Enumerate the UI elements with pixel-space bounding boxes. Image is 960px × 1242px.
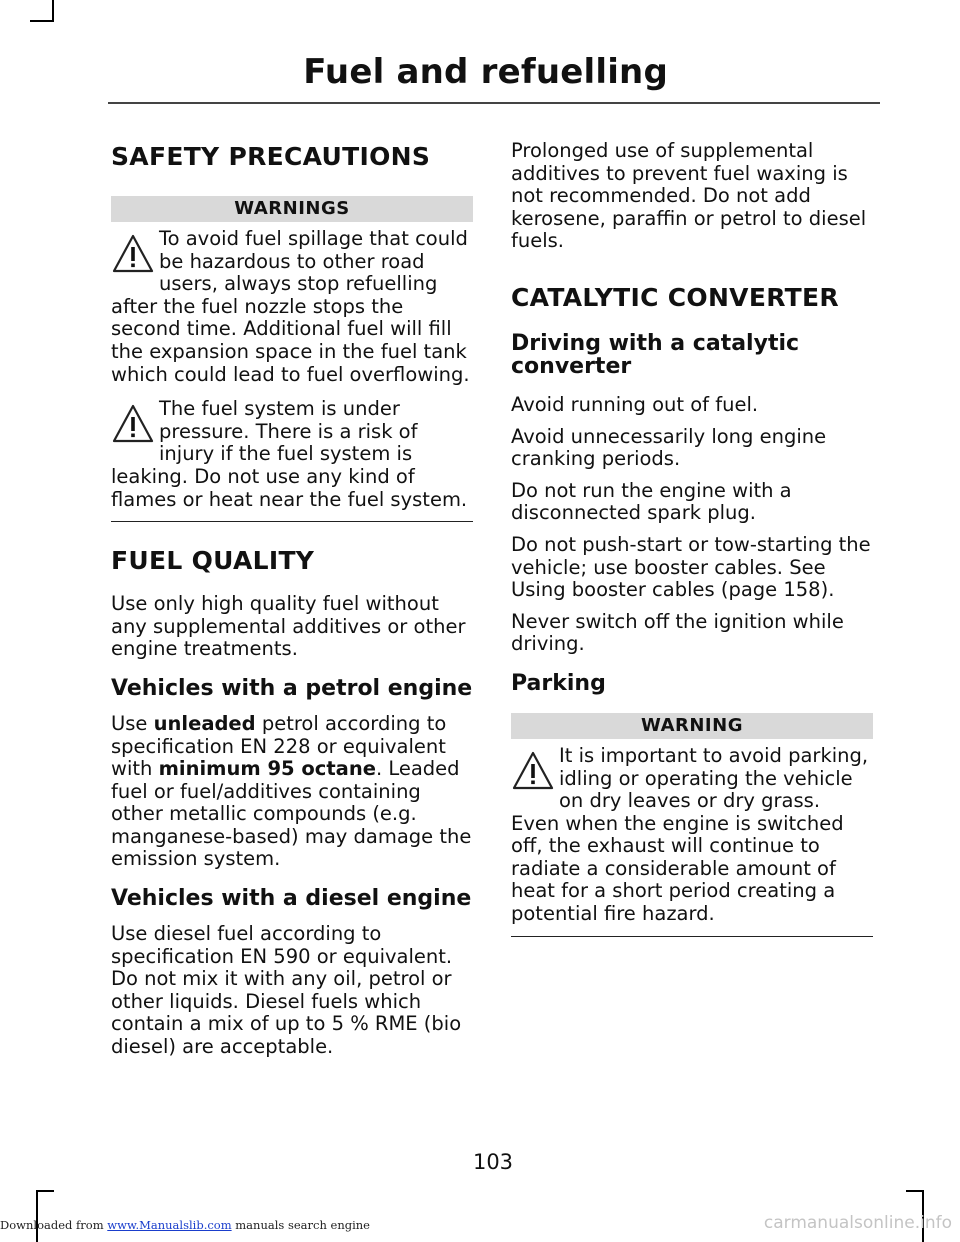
diesel-text: Use diesel fuel according to specification EN 590 or equivalent. Do not mix it with any oil, petrol or other liquids. Diesel fuels which contain a mix of up to 5 % RME (bio diesel) are acceptable. bbox=[111, 922, 462, 1059]
header-divider bbox=[108, 102, 880, 104]
watermark: carmanualsonline.info bbox=[763, 1213, 952, 1233]
fuel-quality-heading: FUEL QUALITY bbox=[111, 546, 315, 576]
page-title: Fuel and refuelling bbox=[303, 52, 668, 92]
manualslib-link[interactable]: www.Manualslib.com bbox=[107, 1218, 232, 1232]
catalytic-item: Avoid running out of fuel. bbox=[511, 392, 759, 416]
warning-text-pressure: The fuel system is under pressure. There is a risk of injury if the fuel system is leaking. Do not use any kind of flames or heat near the fuel system. bbox=[111, 397, 468, 511]
download-footer bbox=[0, 1218, 370, 1232]
unleaded-emphasis: unleaded bbox=[153, 711, 256, 735]
footer-prefix: Downloaded from bbox=[0, 1218, 108, 1232]
warning-text-parking: It is important to avoid parking, idling or operating the vehicle on dry leaves or dry grass. Even when the engine is switched off, the exhaust will continue to radiate a considerable amount of heat for a short period creating a potential fire hazard. bbox=[511, 743, 869, 926]
warning-triangle-icon bbox=[511, 749, 555, 793]
footer-suffix: manuals search engine bbox=[231, 1218, 370, 1232]
petrol-text-part: Use bbox=[111, 711, 154, 735]
catalytic-item: Do not push-start or tow-starting the vehicle; use booster cables. See Using booster cables (page 158). bbox=[511, 532, 871, 602]
warning-text-spillage: To avoid fuel spillage that could be hazardous to other road users, always stop refuelling after the fuel nozzle stops the second time. Additional fuel will fill the expansion space in the fuel tank which could lead to fuel overflowing. bbox=[111, 227, 470, 386]
crop-mark bbox=[36, 1190, 54, 1192]
petrol-text-part: petrol according to specification EN 228 or equivalent with bbox=[111, 711, 447, 781]
driving-catalytic-heading: Driving with a catalytic converter bbox=[511, 330, 800, 379]
warning-triangle-icon bbox=[111, 402, 155, 446]
crop-mark bbox=[906, 1190, 924, 1192]
crop-mark bbox=[36, 1190, 38, 1242]
warning-end-rule bbox=[511, 936, 873, 937]
crop-mark bbox=[52, 0, 54, 22]
page-number: 103 bbox=[472, 1150, 514, 1174]
petrol-text-part: . Leaded fuel or fuel/additives containing other metallic compounds (e.g. manganese-based) may damage the emission system. bbox=[111, 757, 472, 871]
warning-triangle-icon bbox=[111, 232, 155, 276]
crop-mark bbox=[30, 20, 54, 22]
warning-block bbox=[511, 745, 873, 926]
warning-banner: WARNING bbox=[511, 713, 873, 739]
warning-end-rule bbox=[111, 521, 473, 522]
catalytic-converter-heading: CATALYTIC CONVERTER bbox=[511, 282, 839, 312]
parking-heading: Parking bbox=[511, 670, 606, 696]
safety-precautions-heading: SAFETY PRECAUTIONS bbox=[111, 142, 431, 171]
right-column bbox=[511, 140, 873, 937]
octane-emphasis: minimum 95 octane bbox=[158, 757, 376, 781]
additives-text: Prolonged use of supplemental additives to prevent fuel waxing is not recommended. Do not add kerosene, paraffin or petrol to diesel fuels. bbox=[511, 139, 867, 253]
fuel-quality-text: Use only high quality fuel without any supplemental additives or other engine treatments. bbox=[111, 592, 466, 661]
warning-block bbox=[111, 398, 473, 511]
petrol-heading: Vehicles with a petrol engine bbox=[111, 675, 473, 701]
petrol-text bbox=[111, 713, 473, 871]
diesel-heading: Vehicles with a diesel engine bbox=[111, 886, 472, 912]
left-column bbox=[111, 140, 473, 1059]
warnings-banner: WARNINGS bbox=[111, 196, 473, 222]
catalytic-item: Do not run the engine with a disconnected spark plug. bbox=[511, 478, 792, 525]
catalytic-item: Never switch off the ignition while driving. bbox=[511, 609, 844, 656]
catalytic-item: Avoid unnecessarily long engine cranking periods. bbox=[511, 424, 827, 471]
warning-block bbox=[111, 228, 473, 386]
